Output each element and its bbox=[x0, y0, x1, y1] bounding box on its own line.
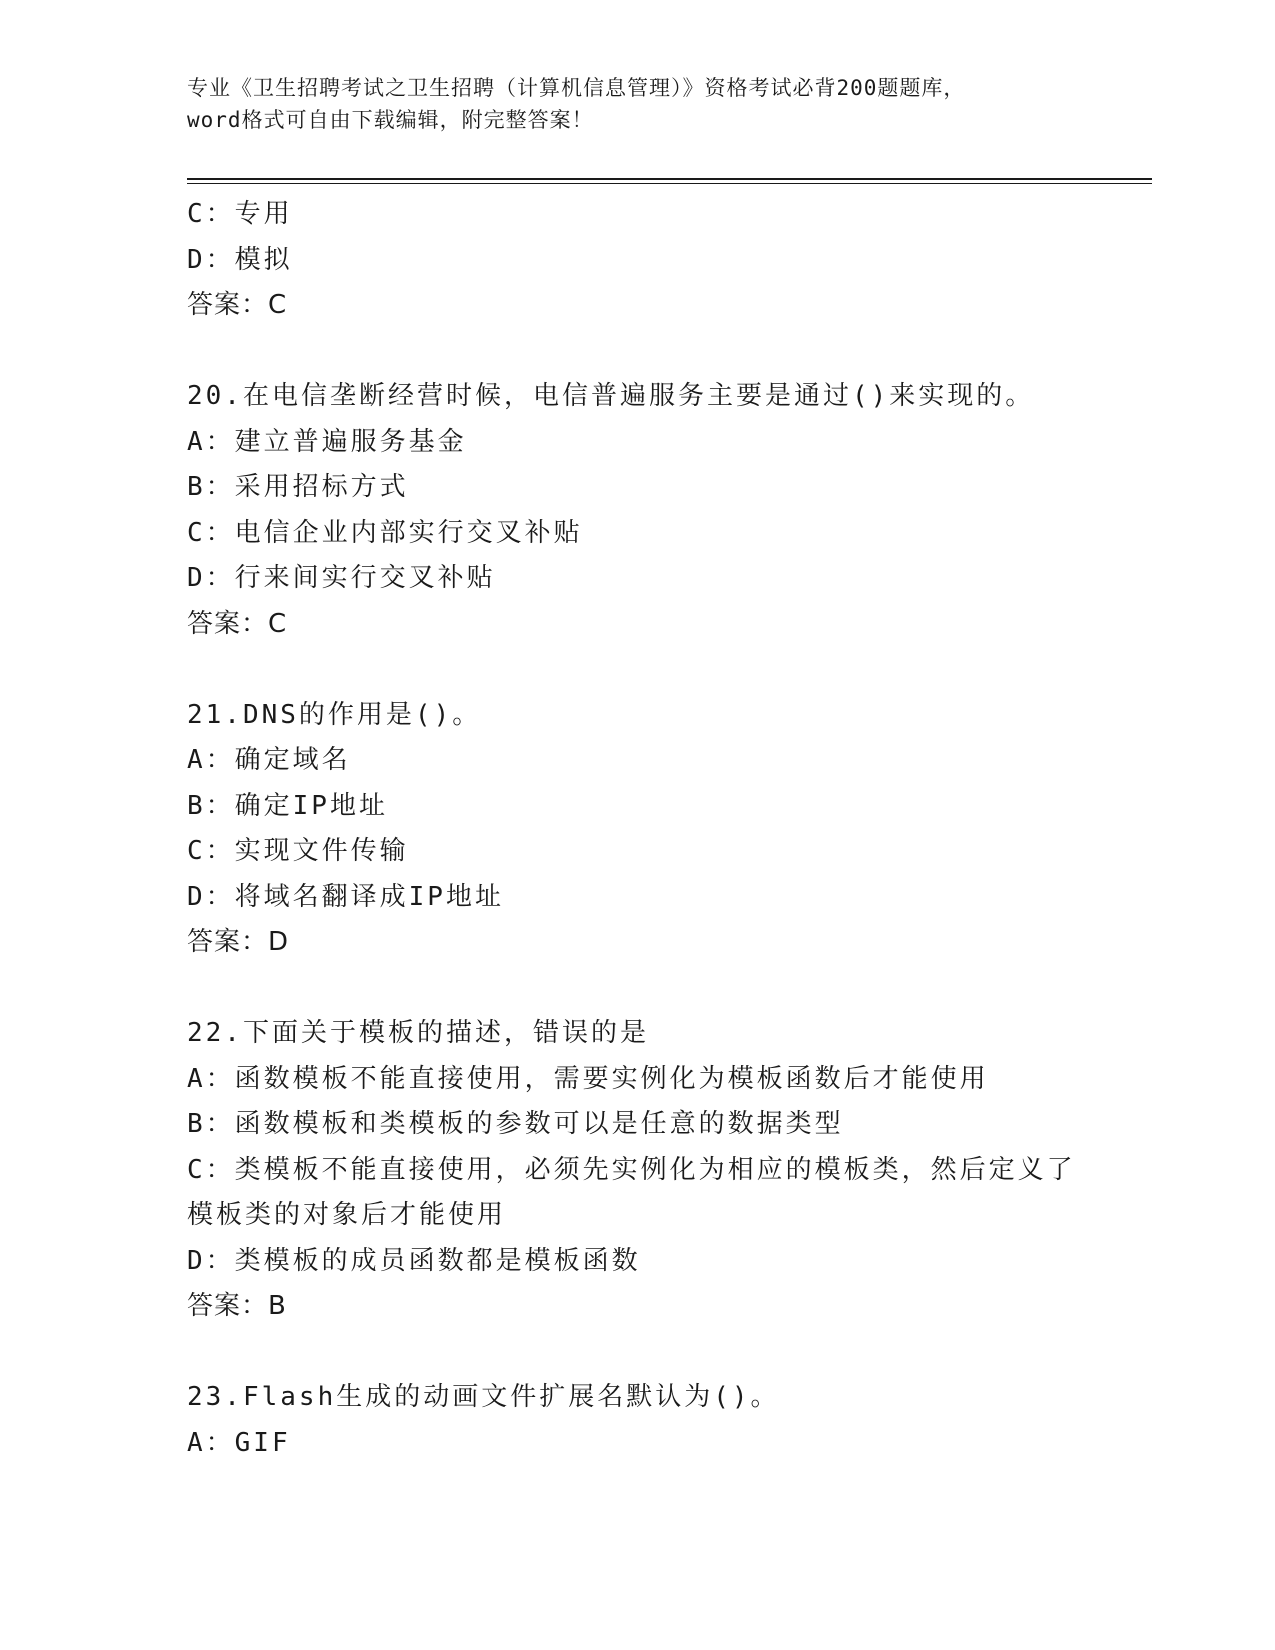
option-c: C：专用 bbox=[187, 199, 293, 229]
header-line-2: word格式可自由下载编辑，附完整答案！ bbox=[187, 108, 594, 132]
option-b: B：采用招标方式 bbox=[187, 472, 409, 502]
question-block-22 bbox=[187, 1011, 1087, 1330]
spacer bbox=[187, 1330, 1087, 1376]
option-d: D：类模板的成员函数都是模板函数 bbox=[187, 1245, 641, 1276]
question-text: 23.Flash生成的动画文件扩展名默认为()。 bbox=[187, 1382, 780, 1412]
option-b: B：函数模板和类模板的参数可以是任意的数据类型 bbox=[187, 1109, 844, 1139]
option-a: A：建立普遍服务基金 bbox=[187, 426, 467, 457]
option-a: A：确定域名 bbox=[187, 745, 351, 775]
question-text: 20.在电信垄断经营时候，电信普遍服务主要是通过()来实现的。 bbox=[187, 381, 1035, 411]
option-c: C：类模板不能直接使用，必须先实例化为相应的模板类，然后定义了模板类的对象后才能使用 bbox=[187, 1154, 1076, 1230]
question-text: 22.下面关于模板的描述，错误的是 bbox=[187, 1018, 649, 1048]
answer-line: 答案：C bbox=[187, 608, 288, 639]
header-rule-thin bbox=[187, 183, 1152, 184]
document-header bbox=[187, 72, 1087, 136]
option-d: D：行来间实行交叉补贴 bbox=[187, 563, 496, 593]
option-b: B：确定IP地址 bbox=[187, 790, 388, 821]
spacer bbox=[187, 966, 1087, 1012]
option-d: D：模拟 bbox=[187, 244, 293, 275]
question-block-23 bbox=[187, 1375, 1087, 1466]
question-block-21 bbox=[187, 693, 1087, 966]
answer-line: 答案：B bbox=[187, 1291, 287, 1321]
option-a: A：函数模板不能直接使用，需要实例化为模板函数后才能使用 bbox=[187, 1063, 989, 1094]
question-text: 21.DNS的作用是()。 bbox=[187, 699, 482, 730]
question-block-19 bbox=[187, 192, 1087, 329]
answer-line: 答案：D bbox=[187, 927, 290, 957]
question-block-20 bbox=[187, 374, 1087, 647]
answer-line: 答案：C bbox=[187, 290, 288, 320]
question-list bbox=[187, 192, 1087, 1466]
option-d: D：将域名翻译成IP地址 bbox=[187, 881, 504, 912]
spacer bbox=[187, 647, 1087, 693]
header-line-1: 专业《卫生招聘考试之卫生招聘（计算机信息管理）》资格考试必背200题题库， bbox=[187, 76, 966, 100]
option-c: C：电信企业内部实行交叉补贴 bbox=[187, 517, 583, 548]
option-a: A：GIF bbox=[187, 1427, 291, 1458]
option-c: C：实现文件传输 bbox=[187, 836, 409, 866]
spacer bbox=[187, 329, 1087, 375]
header-rule-thick bbox=[187, 178, 1152, 180]
